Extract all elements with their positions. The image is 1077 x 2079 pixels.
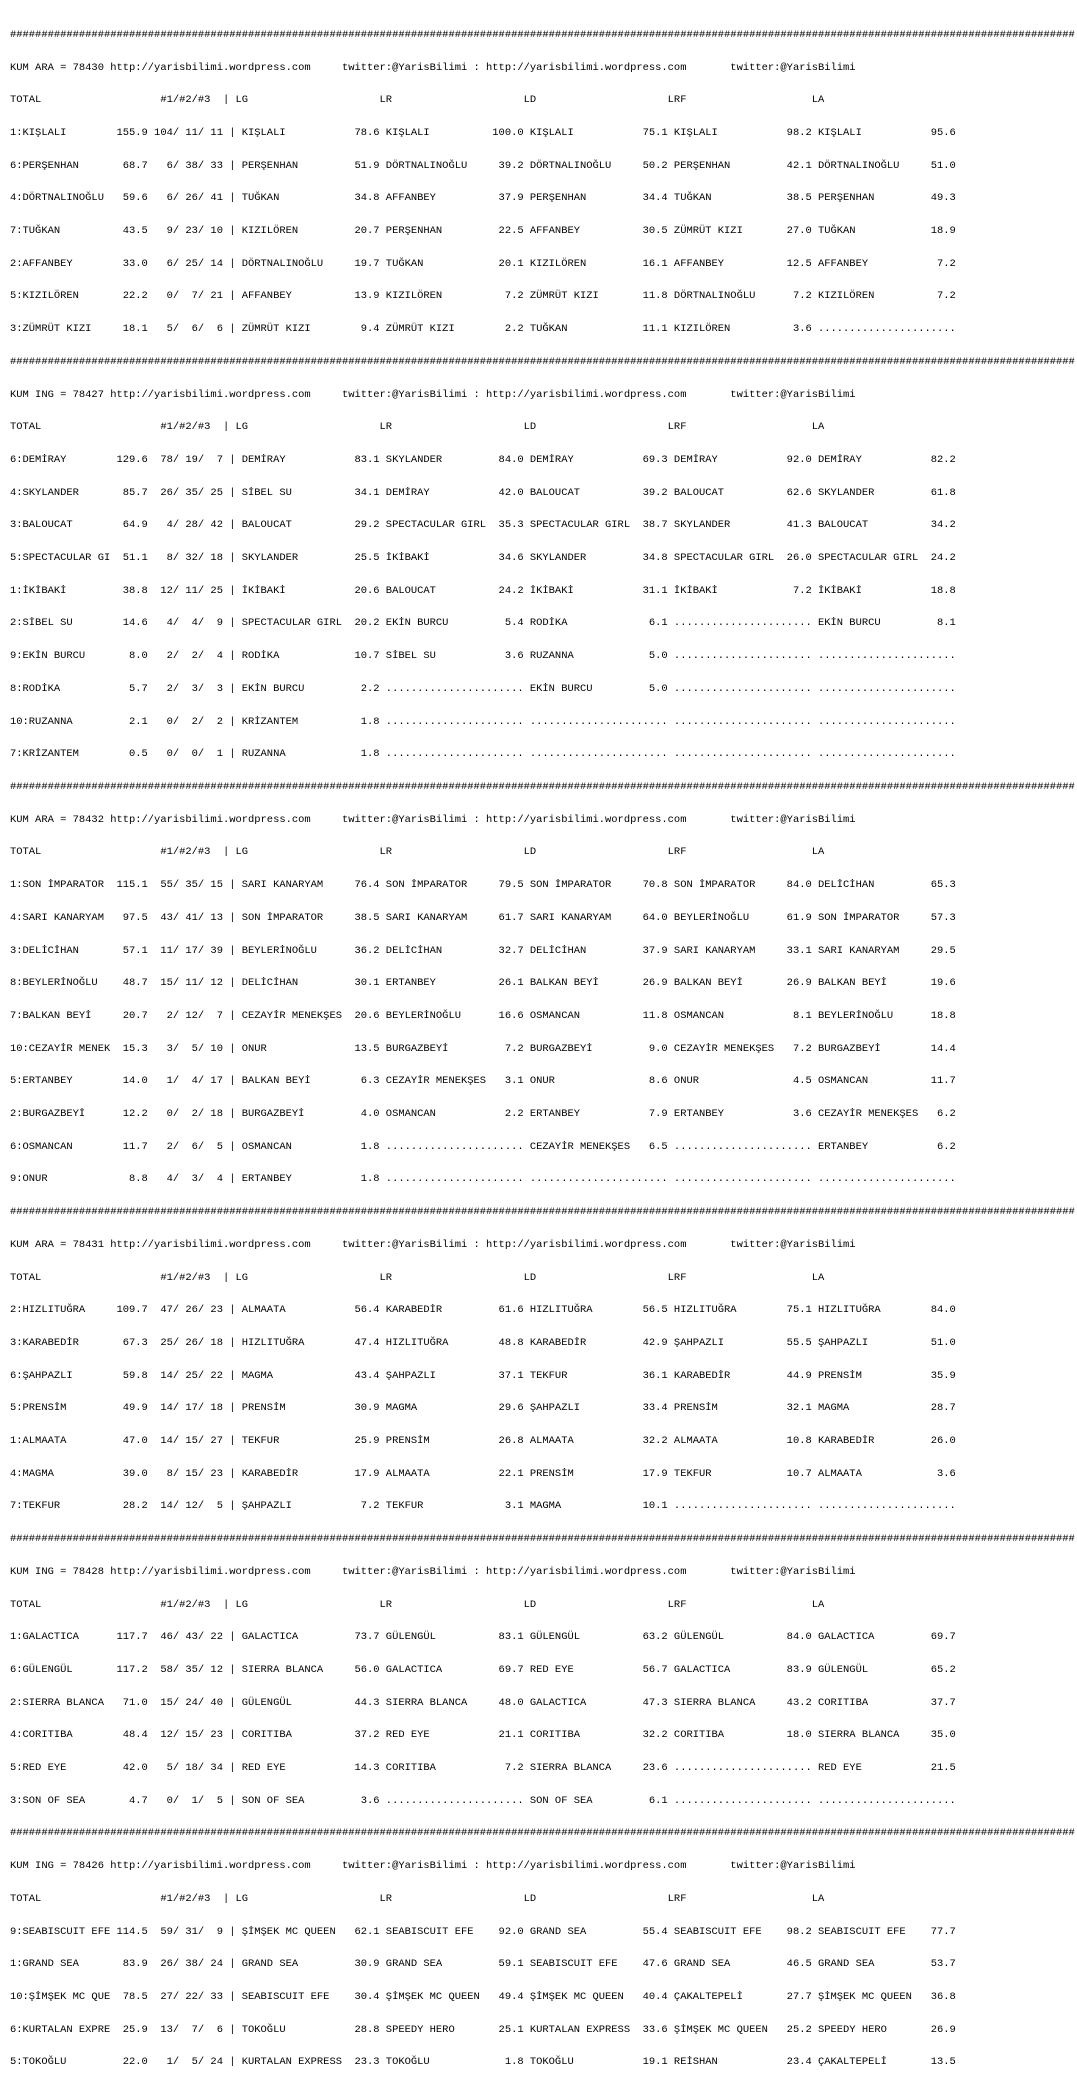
table-row: 5:KIZILÖREN 22.2 0/ 7/ 21 | AFFANBEY 13.9 KIZILÖREN 7.2 ZÜMRÜT KIZI 11.8 DÖRTNALINOĞLU 7.2 KIZILÖREN 7.2 bbox=[10, 290, 956, 303]
table-row: 8:BEYLERİNOĞLU 48.7 15/ 11/ 12 | DELİCİHAN 30.1 ERTANBEY 26.1 BALKAN BEYİ 26.9 BALKAN BEYİ 26.9 BALKAN BEYİ 19.6 bbox=[10, 977, 956, 990]
table-row: 5:TOKOĞLU 22.0 1/ 5/ 24 | KURTALAN EXPRESS 23.3 TOKOĞLU 1.8 TOKOĞLU 19.1 REİSHAN 23.4 ÇAKALTEPELİ 13.5 bbox=[10, 2056, 956, 2069]
table-row: 1:GALACTICA 117.7 46/ 43/ 22 | GALACTICA 73.7 GÜLENGÜL 83.1 GÜLENGÜL 63.2 GÜLENGÜL 84.0 GALACTICA 69.7 bbox=[10, 1631, 956, 1644]
table-row: 5:PRENSİM 49.9 14/ 17/ 18 | PRENSİM 30.9 MAGMA 29.6 ŞAHPAZLI 33.4 PRENSİM 32.1 MAGMA 28.7 bbox=[10, 1402, 956, 1415]
table-row: 3:BALOUCAT 64.9 4/ 28/ 42 | BALOUCAT 29.2 SPECTACULAR GIRL 35.3 SPECTACULAR GIRL 38.7 SKYLANDER 41.3 BALOUCAT 34.2 bbox=[10, 519, 956, 532]
table-row: 4:CORITIBA 48.4 12/ 15/ 23 | CORITIBA 37.2 RED EYE 21.1 CORITIBA 32.2 CORITIBA 18.0 SIERRA BLANCA 35.0 bbox=[10, 1729, 956, 1742]
separator-line: ########################################################################################################################################################################## bbox=[10, 1206, 1075, 1219]
table-row: 1:SON İMPARATOR 115.1 55/ 35/ 15 | SARI KANARYAM 76.4 SON İMPARATOR 79.5 SON İMPARATOR 70.8 SON İMPARATOR 84.0 DELİCİHAN 65.3 bbox=[10, 879, 956, 892]
race-header: KUM ARA = 78432 http://yarisbilimi.wordpress.com twitter:@YarisBilimi : http://yarisbilimi.wordpress.com twitter:@YarisBilimi bbox=[10, 813, 856, 826]
table-row: 3:DELİCİHAN 57.1 11/ 17/ 39 | BEYLERİNOĞLU 36.2 DELİCİHAN 32.7 DELİCİHAN 37.9 SARI KANARYAM 33.1 SARI KANARYAM 29.5 bbox=[10, 944, 956, 957]
table-row: 2:SIERRA BLANCA 71.0 15/ 24/ 40 | GÜLENGÜL 44.3 SIERRA BLANCA 48.0 GALACTICA 47.3 SIERRA BLANCA 43.2 CORITIBA 37.7 bbox=[10, 1696, 956, 1709]
table-row: 2:HIZLITUĞRA 109.7 47/ 26/ 23 | ALMAATA 56.4 KARABEDİR 61.6 HIZLITUĞRA 56.5 HIZLITUĞRA 75.1 HIZLITUĞRA 84.0 bbox=[10, 1304, 956, 1317]
column-header: TOTAL #1/#2/#3 | LG LR LD LRF LA bbox=[10, 846, 825, 859]
table-row: 3:ZÜMRÜT KIZI 18.1 5/ 6/ 6 | ZÜMRÜT KIZI 9.4 ZÜMRÜT KIZI 2.2 TUĞKAN 11.1 KIZILÖREN 3.6 ...................... bbox=[10, 323, 956, 336]
table-row: 4:SARI KANARYAM 97.5 43/ 41/ 13 | SON İMPARATOR 38.5 SARI KANARYAM 61.7 SARI KANARYAM 64.0 BEYLERİNOĞLU 61.9 SON İMPARATOR 57.3 bbox=[10, 911, 956, 924]
table-row: 1:ALMAATA 47.0 14/ 15/ 27 | TEKFUR 25.9 PRENSİM 26.8 ALMAATA 32.2 ALMAATA 10.8 KARABEDİR 26.0 bbox=[10, 1435, 956, 1448]
table-row: 6:GÜLENGÜL 117.2 58/ 35/ 12 | SIERRA BLANCA 56.0 GALACTICA 69.7 RED EYE 56.7 GALACTICA 83.9 GÜLENGÜL 65.2 bbox=[10, 1663, 956, 1676]
table-row: 2:BURGAZBEYİ 12.2 0/ 2/ 18 | BURGAZBEYİ 4.0 OSMANCAN 2.2 ERTANBEY 7.9 ERTANBEY 3.6 CEZAYİR MENEKŞES 6.2 bbox=[10, 1108, 956, 1121]
column-header: TOTAL #1/#2/#3 | LG LR LD LRF LA bbox=[10, 94, 825, 107]
table-row: 5:SPECTACULAR GI 51.1 8/ 32/ 18 | SKYLANDER 25.5 İKİBAKİ 34.6 SKYLANDER 34.8 SPECTACULAR GIRL 26.0 SPECTACULAR GIRL 24.2 bbox=[10, 552, 956, 565]
table-row: 9:EKİN BURCU 8.0 2/ 2/ 4 | RODİKA 10.7 SİBEL SU 3.6 RUZANNA 5.0 ...................... ...................... bbox=[10, 650, 956, 663]
table-row: 1:GRAND SEA 83.9 26/ 38/ 24 | GRAND SEA 30.9 GRAND SEA 59.1 SEABISCUIT EFE 47.6 GRAND SEA 46.5 GRAND SEA 53.7 bbox=[10, 1958, 956, 1971]
table-row: 4:DÖRTNALINOĞLU 59.6 6/ 26/ 41 | TUĞKAN 34.8 AFFANBEY 37.9 PERŞENHAN 34.4 TUĞKAN 38.5 PERŞENHAN 49.3 bbox=[10, 192, 956, 205]
table-row: 4:SKYLANDER 85.7 26/ 35/ 25 | SİBEL SU 34.1 DEMİRAY 42.0 BALOUCAT 39.2 BALOUCAT 62.6 SKYLANDER 61.8 bbox=[10, 486, 956, 499]
table-row: 10:CEZAYİR MENEK 15.3 3/ 5/ 10 | ONUR 13.5 BURGAZBEYİ 7.2 BURGAZBEYİ 9.0 CEZAYİR MENEKŞES 7.2 BURGAZBEYİ 14.4 bbox=[10, 1042, 956, 1055]
race-header: KUM ING = 78427 http://yarisbilimi.wordpress.com twitter:@YarisBilimi : http://yarisbilimi.wordpress.com twitter:@YarisBilimi bbox=[10, 388, 856, 401]
table-row: 8:RODİKA 5.7 2/ 3/ 3 | EKİN BURCU 2.2 ...................... EKİN BURCU 5.0 ...................... ...................... bbox=[10, 682, 956, 695]
column-header: TOTAL #1/#2/#3 | LG LR LD LRF LA bbox=[10, 1892, 825, 1905]
separator-line: ########################################################################################################################################################################## bbox=[10, 780, 1075, 793]
column-header: TOTAL #1/#2/#3 | LG LR LD LRF LA bbox=[10, 1598, 825, 1611]
table-row: 6:KURTALAN EXPRE 25.9 13/ 7/ 6 | TOKOĞLU 28.8 SPEEDY HERO 25.1 KURTALAN EXPRESS 33.6 ŞİMŞEK MC QUEEN 25.2 SPEEDY HERO 26.9 bbox=[10, 2023, 956, 2036]
table-row: 4:MAGMA 39.0 8/ 15/ 23 | KARABEDİR 17.9 ALMAATA 22.1 PRENSİM 17.9 TEKFUR 10.7 ALMAATA 3.6 bbox=[10, 1467, 956, 1480]
table-row: 2:SİBEL SU 14.6 4/ 4/ 9 | SPECTACULAR GIRL 20.2 EKİN BURCU 5.4 RODİKA 6.1 ...................... EKİN BURCU 8.1 bbox=[10, 617, 956, 630]
table-row: 6:ŞAHPAZLI 59.8 14/ 25/ 22 | MAGMA 43.4 ŞAHPAZLI 37.1 TEKFUR 36.1 KARABEDİR 44.9 PRENSİM 35.9 bbox=[10, 1369, 956, 1382]
table-row: 9:ONUR 8.8 4/ 3/ 4 | ERTANBEY 1.8 ...................... ...................... ...................... ...................... bbox=[10, 1173, 956, 1186]
separator-line: ########################################################################################################################################################################## bbox=[10, 28, 1075, 41]
table-row: 7:TEKFUR 28.2 14/ 12/ 5 | ŞAHPAZLI 7.2 TEKFUR 3.1 MAGMA 10.1 ...................... ...................... bbox=[10, 1500, 956, 1513]
table-row: 5:ERTANBEY 14.0 1/ 4/ 17 | BALKAN BEYİ 6.3 CEZAYİR MENEKŞES 3.1 ONUR 8.6 ONUR 4.5 OSMANCAN 11.7 bbox=[10, 1075, 956, 1088]
table-row: 3:KARABEDİR 67.3 25/ 26/ 18 | HIZLITUĞRA 47.4 HIZLITUĞRA 48.8 KARABEDİR 42.9 ŞAHPAZLI 55.5 ŞAHPAZLI 51.0 bbox=[10, 1336, 956, 1349]
table-row: 7:BALKAN BEYİ 20.7 2/ 12/ 7 | CEZAYİR MENEKŞES 20.6 BEYLERİNOĞLU 16.6 OSMANCAN 11.8 OSMANCAN 8.1 BEYLERİNOĞLU 18.8 bbox=[10, 1009, 956, 1022]
table-row: 1:İKİBAKİ 38.8 12/ 11/ 25 | İKİBAKİ 20.6 BALOUCAT 24.2 İKİBAKİ 31.1 İKİBAKİ 7.2 İKİBAKİ 18.8 bbox=[10, 584, 956, 597]
column-header: TOTAL #1/#2/#3 | LG LR LD LRF LA bbox=[10, 1271, 825, 1284]
table-row: 5:RED EYE 42.0 5/ 18/ 34 | RED EYE 14.3 CORITIBA 7.2 SIERRA BLANCA 23.6 ...................... RED EYE 21.5 bbox=[10, 1762, 956, 1775]
race-header: KUM ARA = 78430 http://yarisbilimi.wordpress.com twitter:@YarisBilimi : http://yarisbilimi.wordpress.com twitter:@YarisBilimi bbox=[10, 61, 856, 74]
table-row: 6:OSMANCAN 11.7 2/ 6/ 5 | OSMANCAN 1.8 ...................... CEZAYİR MENEKŞES 6.5 ...................... ERTANBEY 6.2 bbox=[10, 1140, 956, 1153]
separator-line: ########################################################################################################################################################################## bbox=[10, 1533, 1075, 1546]
table-row: 7:TUĞKAN 43.5 9/ 23/ 10 | KIZILÖREN 20.7 PERŞENHAN 22.5 AFFANBEY 30.5 ZÜMRÜT KIZI 27.0 TUĞKAN 18.9 bbox=[10, 225, 956, 238]
separator-line: ########################################################################################################################################################################## bbox=[10, 1827, 1075, 1840]
separator-line: ########################################################################################################################################################################## bbox=[10, 355, 1075, 368]
table-row: 3:SON OF SEA 4.7 0/ 1/ 5 | SON OF SEA 3.6 ...................... SON OF SEA 6.1 ...................... ...................... bbox=[10, 1794, 956, 1807]
table-row: 6:DEMİRAY 129.6 78/ 19/ 7 | DEMİRAY 83.1 SKYLANDER 84.0 DEMİRAY 69.3 DEMİRAY 92.0 DEMİRAY 82.2 bbox=[10, 453, 956, 466]
table-row: 6:PERŞENHAN 68.7 6/ 38/ 33 | PERŞENHAN 51.9 DÖRTNALINOĞLU 39.2 DÖRTNALINOĞLU 50.2 PERŞENHAN 42.1 DÖRTNALINOĞLU 51.0 bbox=[10, 159, 956, 172]
race-header: KUM ING = 78428 http://yarisbilimi.wordpress.com twitter:@YarisBilimi : http://yarisbilimi.wordpress.com twitter:@YarisBilimi bbox=[10, 1565, 856, 1578]
table-row: 2:AFFANBEY 33.0 6/ 25/ 14 | DÖRTNALINOĞLU 19.7 TUĞKAN 20.1 KIZILÖREN 16.1 AFFANBEY 12.5 AFFANBEY 7.2 bbox=[10, 257, 956, 270]
race-header: KUM ING = 78426 http://yarisbilimi.wordpress.com twitter:@YarisBilimi : http://yarisbilimi.wordpress.com twitter:@YarisBilimi bbox=[10, 1860, 856, 1873]
table-row: 10:RUZANNA 2.1 0/ 2/ 2 | KRİZANTEM 1.8 ...................... ...................... ...................... ...................... bbox=[10, 715, 956, 728]
table-row: 10:ŞİMŞEK MC QUE 78.5 27/ 22/ 33 | SEABISCUIT EFE 30.4 ŞİMŞEK MC QUEEN 49.4 ŞİMŞEK MC QUEEN 40.4 ÇAKALTEPELİ 27.7 ŞİMŞEK MC QUEEN 36.8 bbox=[10, 1991, 956, 2003]
column-header: TOTAL #1/#2/#3 | LG LR LD LRF LA bbox=[10, 421, 825, 434]
table-row: 1:KIŞLALI 155.9 104/ 11/ 11 | KIŞLALI 78.6 KIŞLALI 100.0 KIŞLALI 75.1 KIŞLALI 98.2 KIŞLALI 95.6 bbox=[10, 126, 956, 139]
table-row: 9:SEABISCUIT EFE 114.5 59/ 31/ 9 | ŞİMŞEK MC QUEEN 62.1 SEABISCUIT EFE 92.0 GRAND SEA 55.4 SEABISCUIT EFE 98.2 SEABISCUIT EFE 77.7 bbox=[10, 1925, 956, 1938]
race-header: KUM ARA = 78431 http://yarisbilimi.wordpress.com twitter:@YarisBilimi : http://yarisbilimi.wordpress.com twitter:@YarisBilimi bbox=[10, 1238, 856, 1251]
table-row: 7:KRİZANTEM 0.5 0/ 0/ 1 | RUZANNA 1.8 ...................... ...................... ...................... ...................... bbox=[10, 748, 956, 761]
